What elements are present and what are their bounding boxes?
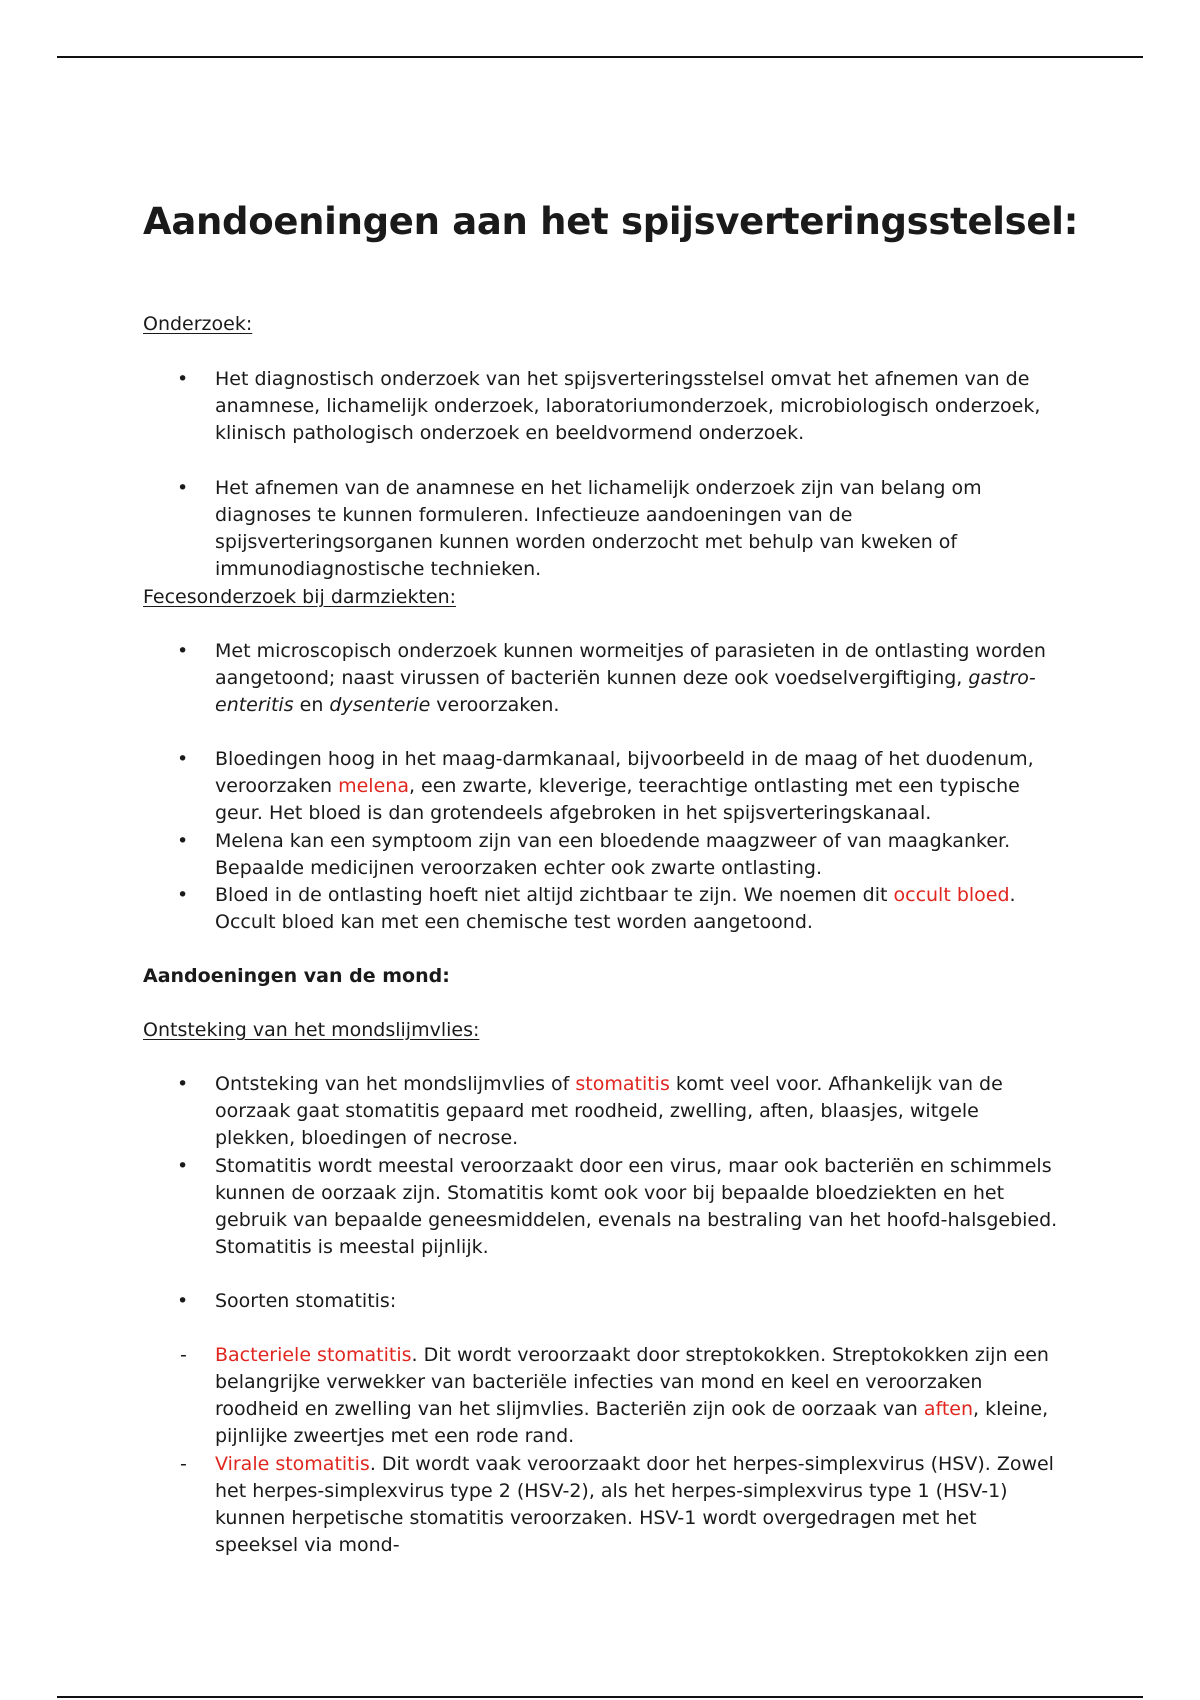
bullet-marker: • bbox=[177, 748, 189, 770]
page-top-rule bbox=[57, 56, 1143, 58]
list-item-text: Ontsteking van het mondslijmvlies of stomatitis komt veel voor. Afhankelijk van de oorzaak gaat stomatitis gepaard met roodheid, zwelling, aften, blaasjes, witgele plekken, bloedingen of necrose. bbox=[215, 1073, 1003, 1149]
list-item-text: Virale stomatitis. Dit wordt vaak veroorzaakt door het herpes-simplexvirus (HSV). Zowel het herpes-simplexvirus type 2 (HSV-2), als het herpes-simplexvirus type 1 (HSV-1) kunnen herpetische stomatitis veroorzaken. HSV-1 wordt overgedragen met het speeksel via mond- bbox=[215, 1453, 1054, 1556]
highlight-term: Virale stomatitis bbox=[215, 1453, 370, 1475]
bullet-marker: • bbox=[177, 884, 189, 906]
list-item-text: Bacteriele stomatitis. Dit wordt veroorzaakt door streptokokken. Streptokokken zijn een belangrijke verwekker van bacteriële infecties van mond en keel en veroorzaken roodheid en zwelling van het slijmvlies. Bacteriën zijn ook de oorzaak van aften, kleine, pijnlijke zweertjes met een rode rand. bbox=[215, 1344, 1049, 1447]
bullet-marker: • bbox=[177, 1290, 189, 1312]
highlight-term: melena bbox=[338, 775, 409, 797]
highlight-term: stomatitis bbox=[575, 1073, 670, 1095]
list-item-text: Het afnemen van de anamnese en het lichamelijk onderzoek zijn van belang om diagnoses te kunnen formuleren. Infectieuze aandoeningen van de spijsverteringsorganen kunnen worden onderzocht met behulp van kweken of immunodiagnostische technieken. bbox=[215, 477, 982, 580]
section-heading-fecesonderzoek: Fecesonderzoek bij darmziekten: bbox=[143, 586, 457, 608]
list-item-text: Bloedingen hoog in het maag-darmkanaal, bijvoorbeeld in de maag of het duodenum, veroorzaken melena, een zwarte, kleverige, teerachtige ontlasting met een typische geur. Het bloed is dan grotendeels afgebroken in het spijsverteringskanaal. bbox=[215, 748, 1034, 824]
list-item-text: Stomatitis wordt meestal veroorzaakt door een virus, maar ook bacteriën en schimmels kunnen de oorzaak zijn. Stomatitis komt ook voor bij bepaalde bloedziekten en het gebruik van bepaalde geneesmiddelen, evenals na bestraling van het hoofd-halsgebied. Stomatitis is meestal pijnlijk. bbox=[215, 1155, 1058, 1258]
highlight-term: aften bbox=[923, 1398, 974, 1420]
bullet-marker: • bbox=[177, 1073, 189, 1095]
bullet-marker: • bbox=[177, 830, 189, 852]
subsection-heading-mondslijmvlies: Ontsteking van het mondslijmvlies: bbox=[143, 1019, 480, 1041]
bullet-marker: • bbox=[177, 477, 189, 499]
highlight-term: occult bloed bbox=[893, 884, 1010, 906]
list-item-text: Het diagnostisch onderzoek van het spijsverteringsstelsel omvat het afnemen van de anamnese, lichamelijk onderzoek, laboratoriumonderzoek, microbiologisch onderzoek, klinisch pathologisch onderzoek en beeldvormend onderzoek. bbox=[215, 368, 1041, 444]
page-bottom-rule bbox=[57, 1696, 1143, 1698]
list-item-text: Met microscopisch onderzoek kunnen wormeitjes of parasieten in de ontlasting worden aangetoond; naast virussen of bacteriën kunnen deze ook voedselvergiftiging, gastro-enteritis en dysenterie veroorzaken. bbox=[215, 640, 1046, 716]
bullet-marker: • bbox=[177, 1155, 189, 1177]
italic-term: dysenterie bbox=[329, 694, 431, 716]
bullet-marker: • bbox=[177, 368, 189, 390]
section-heading-onderzoek: Onderzoek: bbox=[143, 313, 253, 335]
list-item-text: Bloed in de ontlasting hoeft niet altijd zichtbaar te zijn. We noemen dit occult bloed. Occult bloed kan met een chemische test worden aangetoond. bbox=[215, 884, 1016, 933]
italic-term: gastro-enteritis bbox=[215, 667, 1036, 716]
bullet-marker: • bbox=[177, 640, 189, 662]
highlight-term: Bacteriele stomatitis bbox=[215, 1344, 412, 1366]
list-item-text: Soorten stomatitis: bbox=[215, 1290, 397, 1312]
dash-marker: - bbox=[180, 1453, 187, 1475]
list-item-text: Melena kan een symptoom zijn van een bloedende maagzweer of van maagkanker. Bepaalde medicijnen veroorzaken echter ook zwarte ontlasting. bbox=[215, 830, 1011, 879]
page-title: Aandoeningen aan het spijsverteringsstelsel: bbox=[143, 200, 1079, 243]
dash-marker: - bbox=[180, 1344, 187, 1366]
section-heading-mond: Aandoeningen van de mond: bbox=[143, 965, 450, 987]
